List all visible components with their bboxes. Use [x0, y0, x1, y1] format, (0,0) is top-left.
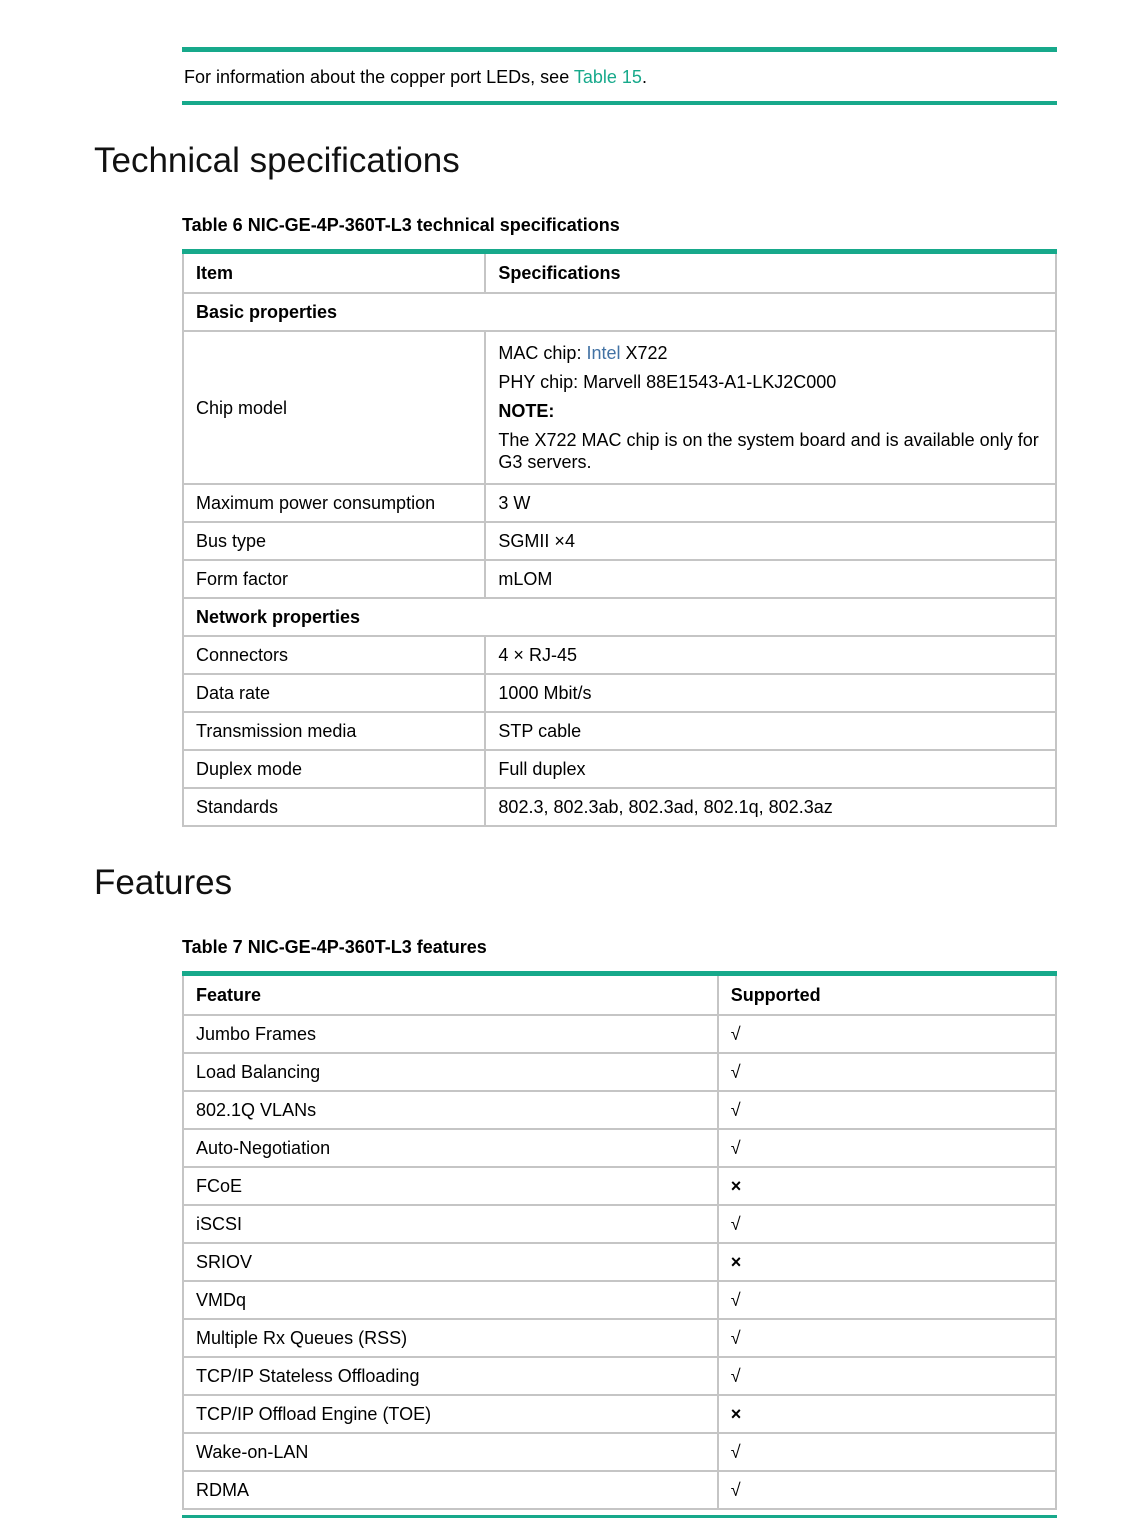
table-row	[183, 1167, 1056, 1205]
spec-paragraph	[498, 342, 1043, 364]
supported-cell: √	[718, 1281, 1056, 1319]
supported-cell: √	[718, 1015, 1056, 1053]
document-page	[0, 47, 1124, 1520]
section-row-label: Basic properties	[183, 293, 1056, 331]
item-cell: Duplex mode	[183, 750, 485, 788]
table-row	[183, 1053, 1056, 1091]
item-cell: Maximum power consumption	[183, 484, 485, 522]
table-row	[183, 1281, 1056, 1319]
feature-cell: RDMA	[183, 1471, 718, 1509]
table-row	[183, 1433, 1056, 1471]
note-box	[182, 47, 1057, 105]
feature-cell: VMDq	[183, 1281, 718, 1319]
spec-paragraph	[498, 371, 1043, 393]
supported-cell: √	[718, 1129, 1056, 1167]
spec-paragraph	[498, 429, 1043, 473]
table6-caption: Table 6 NIC-GE-4P-360T-L3 technical specifications	[182, 215, 620, 235]
table7-caption: Table 7 NIC-GE-4P-360T-L3 features	[182, 937, 487, 957]
spec-cell: SGMII ×4	[485, 522, 1056, 560]
spec-text: PHY chip: Marvell 88E1543-A1-LKJ2C000	[498, 372, 837, 392]
table-row	[183, 1395, 1056, 1433]
table-row	[183, 712, 1056, 750]
table-row	[183, 1015, 1056, 1053]
table-header-row	[183, 974, 1056, 1016]
table-row	[183, 1129, 1056, 1167]
col-header-supported: Supported	[718, 974, 1056, 1016]
spec-text: The X722 MAC chip is on the system board and is available only for G3 servers.	[498, 430, 1039, 472]
supported-cell: ×	[718, 1395, 1056, 1433]
features-table	[182, 971, 1057, 1510]
features-table-head	[183, 974, 1056, 1016]
note-text-after: .	[641, 67, 647, 87]
table-row	[183, 484, 1056, 522]
item-cell: Bus type	[183, 522, 485, 560]
supported-cell: ×	[718, 1243, 1056, 1281]
spec-cell: 3 W	[485, 484, 1056, 522]
table-row	[183, 560, 1056, 598]
table-row	[183, 293, 1056, 331]
spec-cell: 4 × RJ-45	[485, 636, 1056, 674]
tech-specs-table	[182, 249, 1057, 827]
table-row	[183, 331, 1056, 484]
col-header-specifications: Specifications	[485, 252, 1056, 294]
spec-paragraph	[498, 400, 1043, 422]
table-row	[183, 598, 1056, 636]
feature-cell: FCoE	[183, 1167, 718, 1205]
tech-specs-table-body	[183, 293, 1056, 826]
feature-cell: TCP/IP Offload Engine (TOE)	[183, 1395, 718, 1433]
table-row	[183, 1243, 1056, 1281]
feature-cell: Auto-Negotiation	[183, 1129, 718, 1167]
spec-cell: 1000 Mbit/s	[485, 674, 1056, 712]
features-table-body	[183, 1015, 1056, 1509]
supported-cell: √	[718, 1319, 1056, 1357]
tech-specs-heading: Technical specifications	[94, 141, 460, 180]
feature-cell: Load Balancing	[183, 1053, 718, 1091]
table-row	[183, 788, 1056, 826]
supported-cell: √	[718, 1205, 1056, 1243]
table-row	[183, 674, 1056, 712]
table-row	[183, 750, 1056, 788]
table-header-row	[183, 252, 1056, 294]
table-row	[183, 522, 1056, 560]
feature-cell: iSCSI	[183, 1205, 718, 1243]
spec-cell: mLOM	[485, 560, 1056, 598]
spec-cell: STP cable	[485, 712, 1056, 750]
supported-cell: √	[718, 1357, 1056, 1395]
item-cell: Transmission media	[183, 712, 485, 750]
item-cell: Standards	[183, 788, 485, 826]
item-cell: Connectors	[183, 636, 485, 674]
supported-cell: √	[718, 1471, 1056, 1509]
item-cell: Chip model	[183, 331, 485, 484]
supported-cell: √	[718, 1091, 1056, 1129]
supported-cell: √	[718, 1053, 1056, 1091]
table-row	[183, 1205, 1056, 1243]
spec-cell: 802.3, 802.3ab, 802.3ad, 802.1q, 802.3az	[485, 788, 1056, 826]
tech-specs-table-head	[183, 252, 1056, 294]
note-text-before: For information about the copper port LEDs, see	[184, 67, 574, 87]
table-row	[183, 636, 1056, 674]
section-row-label: Network properties	[183, 598, 1056, 636]
table15-link[interactable]: Table 15	[573, 67, 642, 87]
item-cell: Form factor	[183, 560, 485, 598]
spec-text: NOTE:	[498, 401, 555, 421]
intel-link[interactable]: Intel	[586, 343, 621, 363]
col-header-feature: Feature	[183, 974, 718, 1016]
feature-cell: Wake-on-LAN	[183, 1433, 718, 1471]
spec-cell: Full duplex	[485, 750, 1056, 788]
item-cell: Data rate	[183, 674, 485, 712]
table-row	[183, 1471, 1056, 1509]
feature-cell: TCP/IP Stateless Offloading	[183, 1357, 718, 1395]
feature-cell: Jumbo Frames	[183, 1015, 718, 1053]
table-row	[183, 1357, 1056, 1395]
col-header-item: Item	[183, 252, 485, 294]
spec-cell	[485, 331, 1056, 484]
supported-cell: ×	[718, 1167, 1056, 1205]
feature-cell: SRIOV	[183, 1243, 718, 1281]
spec-text: MAC chip:	[498, 343, 587, 363]
spec-text: X722	[620, 343, 668, 363]
table-row	[183, 1091, 1056, 1129]
table-row	[183, 1319, 1056, 1357]
supported-cell: √	[718, 1433, 1056, 1471]
feature-cell: Multiple Rx Queues (RSS)	[183, 1319, 718, 1357]
features-heading: Features	[94, 863, 233, 902]
feature-cell: 802.1Q VLANs	[183, 1091, 718, 1129]
